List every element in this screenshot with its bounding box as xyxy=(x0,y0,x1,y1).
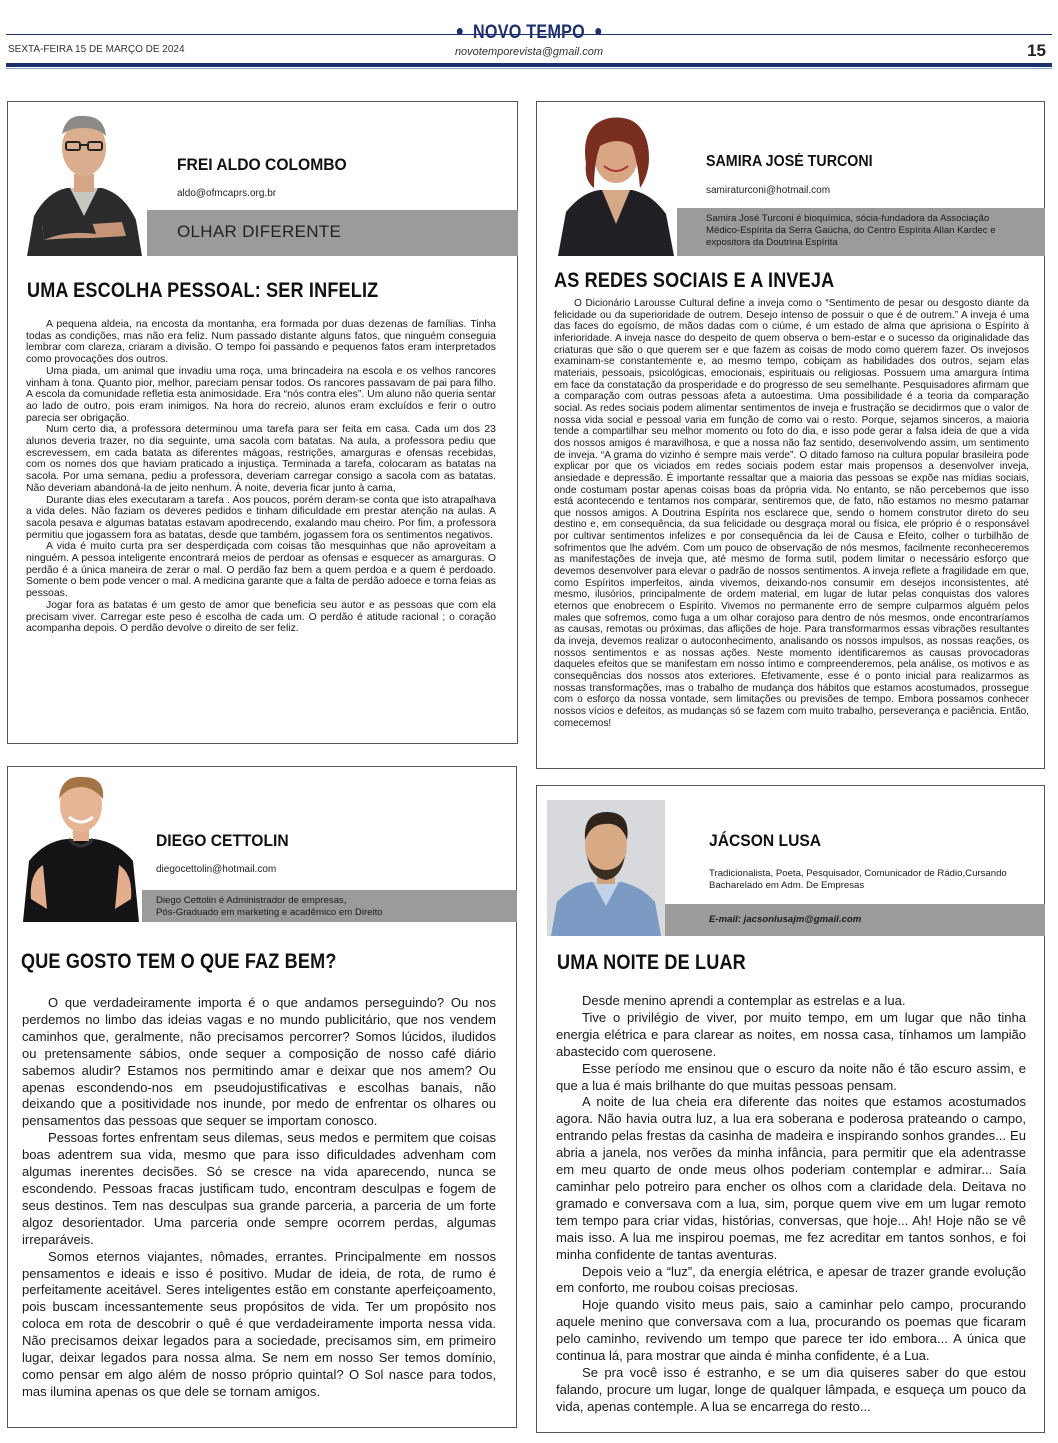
paragraph: O Dicionário Larousse Cultural define a inveja como o “Sentimento de pesar ou desgosto diante da felicidade ou da superioridade de outrem. Desejo intenso de possuir o que é de outrem.” A inveja é uma das faces do egoísmo, de mãos dadas com o ciúme, é um estado de alma que aprisiona o Espírito à inferioridade. A inveja nasce do despeito de quem observa o bem-estar e o sucesso da originalidade das criaturas que são o que querem ser e que fazem as coisas de modo como querem fazer. Os invejosos examinam-se constantemente e, ao mesmo tempo, cobiçam as habilidades dos outros, sejam elas materiais, pessoais, psicológicas, emocionais, espirituais ou religiosas. Possuem uma amargura íntima em face da constatação da prosperidade e do progresso de seu semelhante. Pesquisadores afirmam que a comparação com outras pessoas afeta a autoestima. Uma possibilidade é a teoria da comparação social. As redes sociais podem alimentar sentimentos de inveja e frustração se decidirmos que o valor de nossa vida social e pessoal varia em função de como vai o resto. Porque, sejamos sinceros, a maioria tende a compartilhar seu melhor momento ou foto do dia, e isso pode gerar a falsa ideia de que a vida dos nossos amigos é maravilhosa, e que a nossa não faz sentido, desenvolvendo assim, um sentimento de inveja. “A grama do vizinho é sempre mais verde”. O ditado famoso na cultura popular brasileira pode explicar por que os viciados em redes sociais podem estar mais propensos a desenvolver inveja, ansiedade e depressão. É importante ressaltar que a maioria das pessoas se expõe nas mídias sociais, onde costumam postar apenas coisas boas da própria vida. No entanto, se não percebemos que isso está acontecendo e tentamos nos comparar, sentiremos que, de fato, não estamos no mesmo patamar que nossos amigos. A Doutrina Espírita nos esclarece que, sendo o homem construtor direto do seu destino e, em consequência, da sua felicidade ou desgraça moral ou física, ele próprio é o responsável por cultivar sentimentos infelizes e por consequência da lei de Causa e Efeito, colher o turbilhão de sofrimentos que lhe advém. Com um pouco de observação de nós mesmos, facilmente reconheceremos as manifestações de inveja que, até mesmo de forma sutil, podem limitar o necessário esforço que devemos desenvolver para elevar o padrão de nossos sentimentos. A inveja reflete a fragilidade em que, como Espíritos imperfeitos, ainda vivemos, deixando-nos consumir em desejos inconsistentes, até mesmo, ilusórios, principalmente de ordem material, em lugar de lutar pelas conquistas dos valores eternos que enobrecem o Espírito. Vivemos no permanente erro de sempre culparmos alguém pelos males que sofremos, como fuga a um olhar corajoso para dentro de nós mesmos, onde encontraríamos as causas, remotas ou próximas, das aflições de hoje. Para transformarmos essas vibrações resultantes da inveja, devemos realizar o autoconhecimento, analisando os nossos impulsos, as nossas reações, os nossos sentimentos e as nossas ações. Neste momento identificaremos as causas provocadoras daqueles efeitos que se manifestam em nosso íntimo e compreenderemos, pela análise, os motivos e as consequências dos nossos atos exteriores. Efetivamente, esse é o ponto inicial para realizarmos as nossas transformações, mas o trabalho de mudança dos hábitos que estamos acostumados, prossegue com o esforço da nossa vontade, sem limitações ou previsões de tempo. Embora possamos conhecer nossos vícios e defeitos, as mudanças só se fazem com muito trabalho, perseverança e paciência. Então, comecemos! xyxy=(554,298,1029,729)
paragraph: Num certo dia, a professora determinou uma tarefa para ser feita em casa. Cada um dos 23 alunos deveria trazer, no dia seguinte, uma sacola com batatas. Na aula, a professora pediu que escrevessem, em cada batata as diferentes mágoas, restrições, amarguras e ofensas recebidas, com os nomes dos que haviam praticado a injustiça. Terminada a tarefa, colocaram as batatas na sacola. Por uma semana, pediu a professora, deveriam carregar consigo a sacola com as batatas. Não deveriam abandoná-la de jeito nenhum. À noite, deveria ficar junto à cama, xyxy=(26,424,496,494)
paragraph: O que verdadeiramente importa é o que andamos perseguindo? Ou nos perdemos no limbo das ideias vagas e no mundo publicitário, que nos vendem caminhos que, geralmente, não precisamos percorrer? Somos lúcidos, iludidos ou pretensamente sábios, onde sequer a composição de nosso café diário sabemos aludir? Estamos nos permitindo amar e deixar que nos amem? Ou apenas escondendo-nos em pseudojustificativas e escolhas banais, não deixando que a positividade nos inunde, por medo de enfrentar os olhares ou pensamentos das pessoas que sequer se importam conosco. xyxy=(22,995,496,1129)
author-portrait-aldo xyxy=(22,104,146,256)
author-bio: Tradicionalista, Poeta, Pesquisador, Comunicador de Rádio,Cursando Bacharelado em Adm. De Empresas xyxy=(709,868,1007,891)
paragraph: Tive o privilégio de viver, por muito tempo, em um lugar que não tinha energia elétrica e para clarear as noites, em nossa casa, tínhamos um lampião abastecido com querosene. xyxy=(556,1009,1026,1059)
author-bio: Samira José Turconi é bioquímica, sócia-fundadora da Associação Médico-Espírita da Serra Gaúcha, do Centro Espírita Allan Kardec e expositora da Doutrina Espírita xyxy=(706,213,996,248)
newspaper-name: NOVO TEMPO xyxy=(472,22,586,43)
paragraph: Jogar fora as batatas é um gesto de amor que beneficia seu autor e as pessoas que com ela precisam viver. Carregar este peso é escolha de cada um. O perdão é atitude racional ; o coração acompanha depois. O perdão devolve o direito de ser feliz. xyxy=(26,599,496,635)
paragraph: Durante dias eles executaram a tarefa . Aos poucos, porém deram-se conta que isto atrapalhava a vida deles. Não faziam os deveres pedidos e tinham dificuldade em prestar atenção na aulas. A sacola pesava e algumas batatas estavam apodrecendo, exalando mau cheiro. Por fim, a professora permitiu que jogassem fora as batatas, desde que também, jogassem fora os sentimentos negativos. xyxy=(26,494,496,541)
paragraph: A pequena aldeia, na encosta da montanha, era formada por duas dezenas de famílias. Tinha todas as condições, mas não era feliz. Num passado distante alguns fatos, que ninguém conseguia lembrar com clareza, criaram a divisão. O tempo foi passando e pequenos fatos eram interpretados como provocações dos outros. xyxy=(26,319,496,366)
author-email: aldo@ofmcaprs.org.br xyxy=(177,188,277,199)
author-bio-line-1: Diego Cettolin é Administrador de empresas, xyxy=(156,895,347,906)
paragraph: Hoje quando visito meus pais, saio a caminhar pelo campo, procurando aquele menino que conversava com a lua, procurando os poemas que ficaram pelo caminho, revivendo um tempo que parece ter ido embora... A única que continua lá, para mostrar que ainda é minha confidente, é a Lua. xyxy=(556,1297,1026,1364)
issue-date: SEXTA-FEIRA 15 DE MARÇO DE 2024 xyxy=(8,44,185,55)
author-name: JÁCSON LUSA xyxy=(709,831,822,850)
author-email: samiraturconi@hotmail.com xyxy=(706,185,831,196)
author-photo xyxy=(21,769,142,922)
masthead-title xyxy=(79,22,978,44)
article-body xyxy=(554,298,1029,729)
author-photo xyxy=(547,800,665,936)
column-label: OLHAR DIFERENTE xyxy=(177,222,342,241)
paragraph: Somos eternos viajantes, nômades, errantes. Principalmente em nossos pensamentos e ideais e isso é positivo. Mudar de ideia, de rota, de rumo é perfeitamente aceitável. Seres inteligentes estão em constante aperfeiçoamento, pois buscam incessantemente seus propósitos de vida. Ter um propósito nos coloca em rota de descobrir o quê é que verdadeiramente importa nessa vida. Não precisamos deixar legados para a sociedade, precisamos sim, em primeiro lugar, deixar legados para nossa alma. Se nem em nosso Ser temos domínio, como pensar em algo além de nosso próprio quintal? O Sol nasce para todos, mas ilumina apenas os que dele se tornam amigos. xyxy=(22,1248,496,1399)
paragraph: Se pra você isso é estranho, e se um dia quiseres saber do que estou falando, procure um lugar, longe de qualquer lâmpada, e esqueça um pouco da vida, apenas contemple. A lua se encarrega do resto... xyxy=(556,1364,1026,1414)
paragraph: Uma piada, um animal que invadiu uma roça, uma brincadeira na escola e os velhos rancores vinham à tona. Quanto pior, melhor, pareciam pensar todos. Os rancores passavam de pai para filho. A escola da comunidade refletia esta animosidade. Era “nós contra eles”. Um aluno não queria sentar ao lado de outro, pois eram inimigos. Na hora do recreio, alunos eram excluídos e ferir o outro parecia ser obrigação. xyxy=(26,365,496,424)
paragraph: A vida é muito curta pra ser desperdiçada com coisas tão mesquinhas que não aproveitam a ninguém. A pessoa inteligente encontrará meios de perdoar as ofensas e esquecer as amarguras. O perdão é a única maneira de zerar o mal. O perdão faz bem a quem perdoa e a quem é perdoado. Somente o bem pode vencer o mal. A medicina garante que a falta de perdão adoece e torna feias as pessoas. xyxy=(26,541,496,600)
author-portrait-samira xyxy=(554,104,677,256)
page-number: 15 xyxy=(1027,41,1046,60)
headline: UMA ESCOLHA PESSOAL: SER INFELIZ xyxy=(27,279,379,302)
masthead-bullet-icon xyxy=(595,28,601,35)
author-photo xyxy=(554,104,677,256)
author-bio-line-2: Pós-Graduado em marketing e acadêmico em Direito xyxy=(156,907,383,918)
author-portrait-diego xyxy=(21,769,142,922)
article-body xyxy=(556,993,1026,1416)
article-body xyxy=(22,995,496,1401)
author-name: FREI ALDO COLOMBO xyxy=(177,155,347,174)
paragraph: A noite de lua cheia era diferente das noites que estamos acostumados agora. Não havia outra luz, a lua era soberana e poderosa prateando o campo, entrando pelas frestas da casinha de madeira e inspirando sonhos grandes... Eu abria a janela, nos verões da minha infância, para permitir que ela adentrasse em meu quarto de onde meus olhos poderiam contemplar e admirar... Saía caminhar pelo potreiro para encher os olhos com a claridade dela. Deitava no gramado e conversava com a lua, sim, porque quem vive em um lugar remoto tem tempo para criar vidas, histórias, conversas, que hoje... Ah! Hoje não se vê mais isso. A lua me inspirou poemas, me fez acreditar em tantos sonhos, e foi minha confidente de tantas aventuras. xyxy=(556,1094,1026,1262)
article-box-diego xyxy=(7,766,517,1428)
article-box-aldo xyxy=(7,101,518,744)
article-box-samira xyxy=(536,101,1045,769)
author-photo xyxy=(22,104,146,256)
author-name: DIEGO CETTOLIN xyxy=(156,831,289,850)
author-portrait-jacson xyxy=(547,800,665,936)
paragraph: Depois veio a “luz”, da energia elétrica, e apesar de trazer grande evolução em conforto, me roubou coisas preciosas. xyxy=(556,1263,1026,1296)
article-box-jacson xyxy=(536,785,1045,1433)
masthead-band xyxy=(6,63,1052,67)
author-name: SAMIRA JOSÉ TURCONI xyxy=(706,153,873,170)
headline: QUE GOSTO TEM O QUE FAZ BEM? xyxy=(21,950,337,973)
headline: UMA NOITE DE LUAR xyxy=(557,951,746,974)
paragraph: Esse período me ensinou que o escuro da noite não é tão escuro assim, e que a lua é mais brilhante do que muitas pessoas pensam. xyxy=(556,1060,1026,1093)
paragraph: Desde menino aprendi a contemplar as estrelas e a lua. xyxy=(582,993,906,1008)
headline: AS REDES SOCIAIS E A INVEJA xyxy=(554,269,835,292)
masthead-band-light xyxy=(6,68,1052,69)
masthead-bullet-icon xyxy=(457,28,463,35)
article-body xyxy=(26,319,496,635)
author-email: E-mail: jacsonlusajm@gmail.com xyxy=(709,914,862,925)
newspaper-email: novotemporevista@gmail.com xyxy=(454,46,604,58)
author-email: diegocettolin@hotmail.com xyxy=(156,864,277,875)
paragraph: Pessoas fortes enfrentam seus dilemas, seus medos e permitem que coisas boas adentrem sua vida, mesmo que para isso dificuldades advenham com algumas inerentes decisões. Só se cresce na vida aparecendo, nunca se escondendo. Pessoas fracas justificam tudo, encontram desculpas e fogem de seus destinos. Tem nas desculpas sua grande parceria, a parceria de um forte algoz desorientador. Uma parceria onde sempre ocorrem perdas, algumas irreparáveis. xyxy=(22,1130,496,1247)
